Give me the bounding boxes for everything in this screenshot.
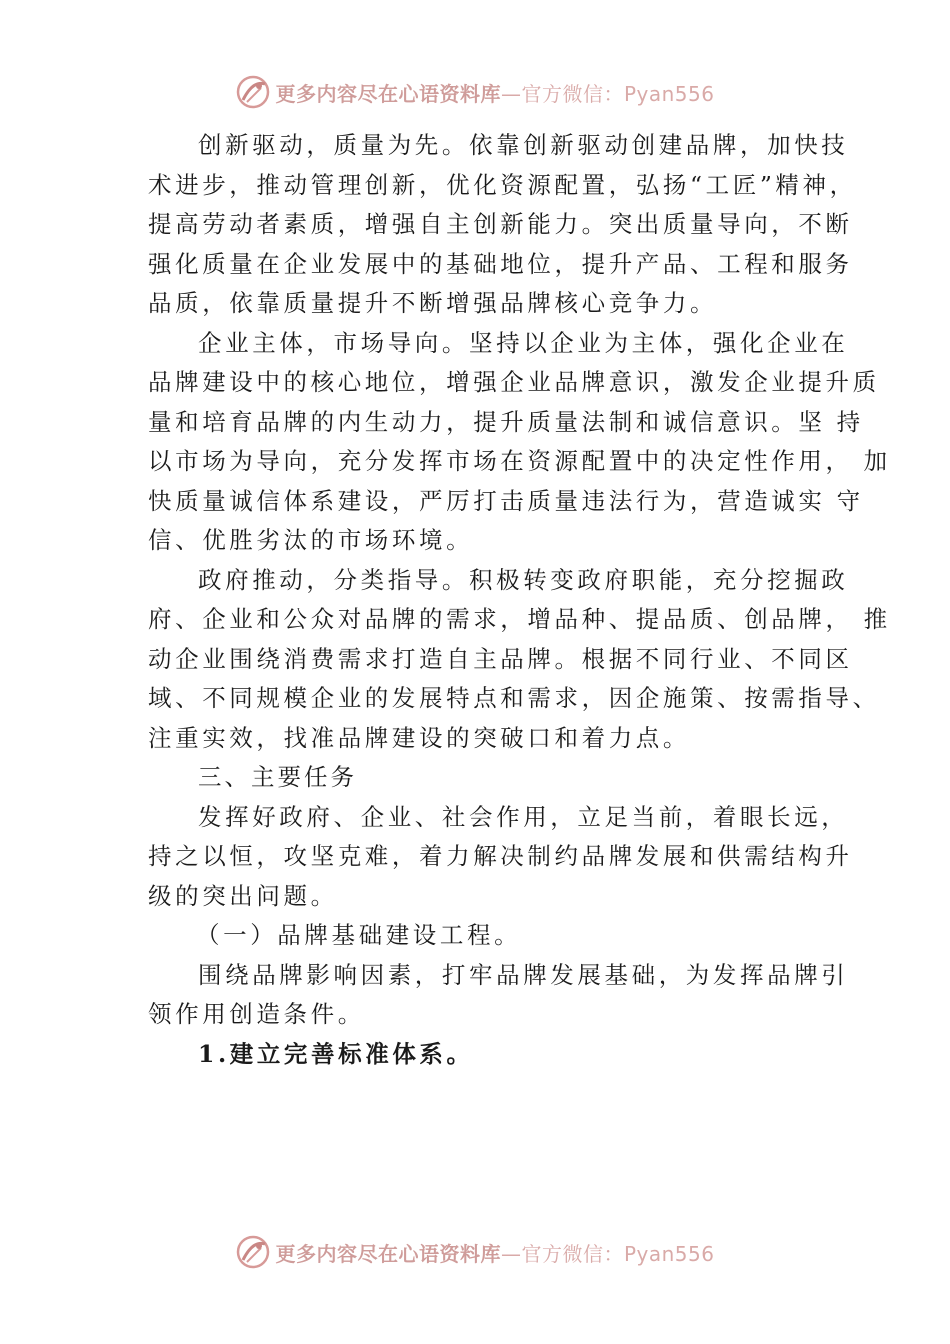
watermark-banner-bottom bbox=[0, 1232, 950, 1272]
text-line: 创新驱动，质量为先。依靠创新驱动创建品牌，加快技 bbox=[198, 131, 849, 159]
text-line: 品质，依靠质量提升不断增强品牌核心竞争力。 bbox=[148, 289, 718, 317]
text-line: 提高劳动者素质，增强自主创新能力。突出质量导向，不断 bbox=[148, 210, 853, 238]
watermark-contact: —官方微信：Pyan556 bbox=[500, 81, 715, 106]
brand-logo-icon bbox=[235, 74, 271, 110]
text-line: 动企业围绕消费需求打造自主品牌。根据不同行业、不同区 bbox=[148, 644, 853, 673]
subsection-heading: （一）品牌基础建设工程。 bbox=[196, 921, 522, 949]
paragraph-innovation bbox=[148, 126, 857, 324]
watermark-brand: 更多内容尽在心语资料库 bbox=[275, 81, 501, 106]
watermark-brand: 更多内容尽在心语资料库 bbox=[275, 1241, 501, 1266]
text-line: 级的突出问题。 bbox=[148, 881, 338, 910]
text-line: 信、优胜劣汰的市场环境。 bbox=[148, 526, 474, 554]
text-line: 量和培育品牌的内生动力，提升质量法制和诚信意识。坚 持 bbox=[148, 407, 864, 436]
brand-logo-icon bbox=[235, 1234, 271, 1270]
text-line: 品牌建设中的核心地位，增强企业品牌意识，激发企业提升质 bbox=[148, 368, 880, 396]
text-line: 以市场为导向，充分发挥市场在资源配置中的决定性作用， 加 bbox=[148, 447, 891, 475]
paragraph-enterprise bbox=[148, 324, 891, 561]
text-line: 府、企业和公众对品牌的需求，增品种、提品质、创品牌， 推 bbox=[148, 605, 891, 633]
text-line: 快质量诚信体系建设，严厉打击质量违法行为，营造诚实 守 bbox=[148, 486, 864, 515]
section-heading: 三、主要任务 bbox=[198, 763, 357, 791]
text-line: 术进步，推动管理创新，优化资源配置，弘扬“工匠”精神， bbox=[148, 170, 857, 199]
section-paragraph bbox=[148, 798, 853, 917]
watermark-text bbox=[275, 78, 714, 107]
document-body bbox=[148, 126, 891, 1074]
paragraph-government bbox=[148, 561, 891, 759]
subsection-paragraph bbox=[148, 956, 849, 1035]
watermark-banner-top bbox=[0, 72, 950, 112]
text-line: 强化质量在企业发展中的基础地位，提升产品、工程和服务 bbox=[148, 249, 853, 278]
text-line: 持之以恒，攻坚克难，着力解决制约品牌发展和供需结构升 bbox=[148, 842, 853, 870]
text-line: 发挥好政府、企业、社会作用，立足当前，着眼长远， bbox=[198, 802, 849, 831]
text-line: 领作用创造条件。 bbox=[148, 1000, 365, 1028]
text-line: 企业主体，市场导向。坚持以企业为主体，强化企业在 bbox=[198, 328, 849, 357]
text-line: 注重实效，找准品牌建设的突破口和着力点。 bbox=[148, 723, 690, 752]
text-line: 政府推动，分类指导。积极转变政府职能，充分挖掘政 bbox=[198, 565, 849, 594]
watermark-text bbox=[275, 1238, 714, 1267]
watermark-contact: —官方微信：Pyan556 bbox=[500, 1241, 715, 1266]
text-line: 围绕品牌影响因素，打牢品牌发展基础，为发挥品牌引 bbox=[198, 960, 849, 989]
text-line: 域、不同规模企业的发展特点和需求，因企施策、按需指导、 bbox=[148, 684, 880, 712]
item-heading: 1.建立完善标准体系。 bbox=[198, 1039, 474, 1068]
